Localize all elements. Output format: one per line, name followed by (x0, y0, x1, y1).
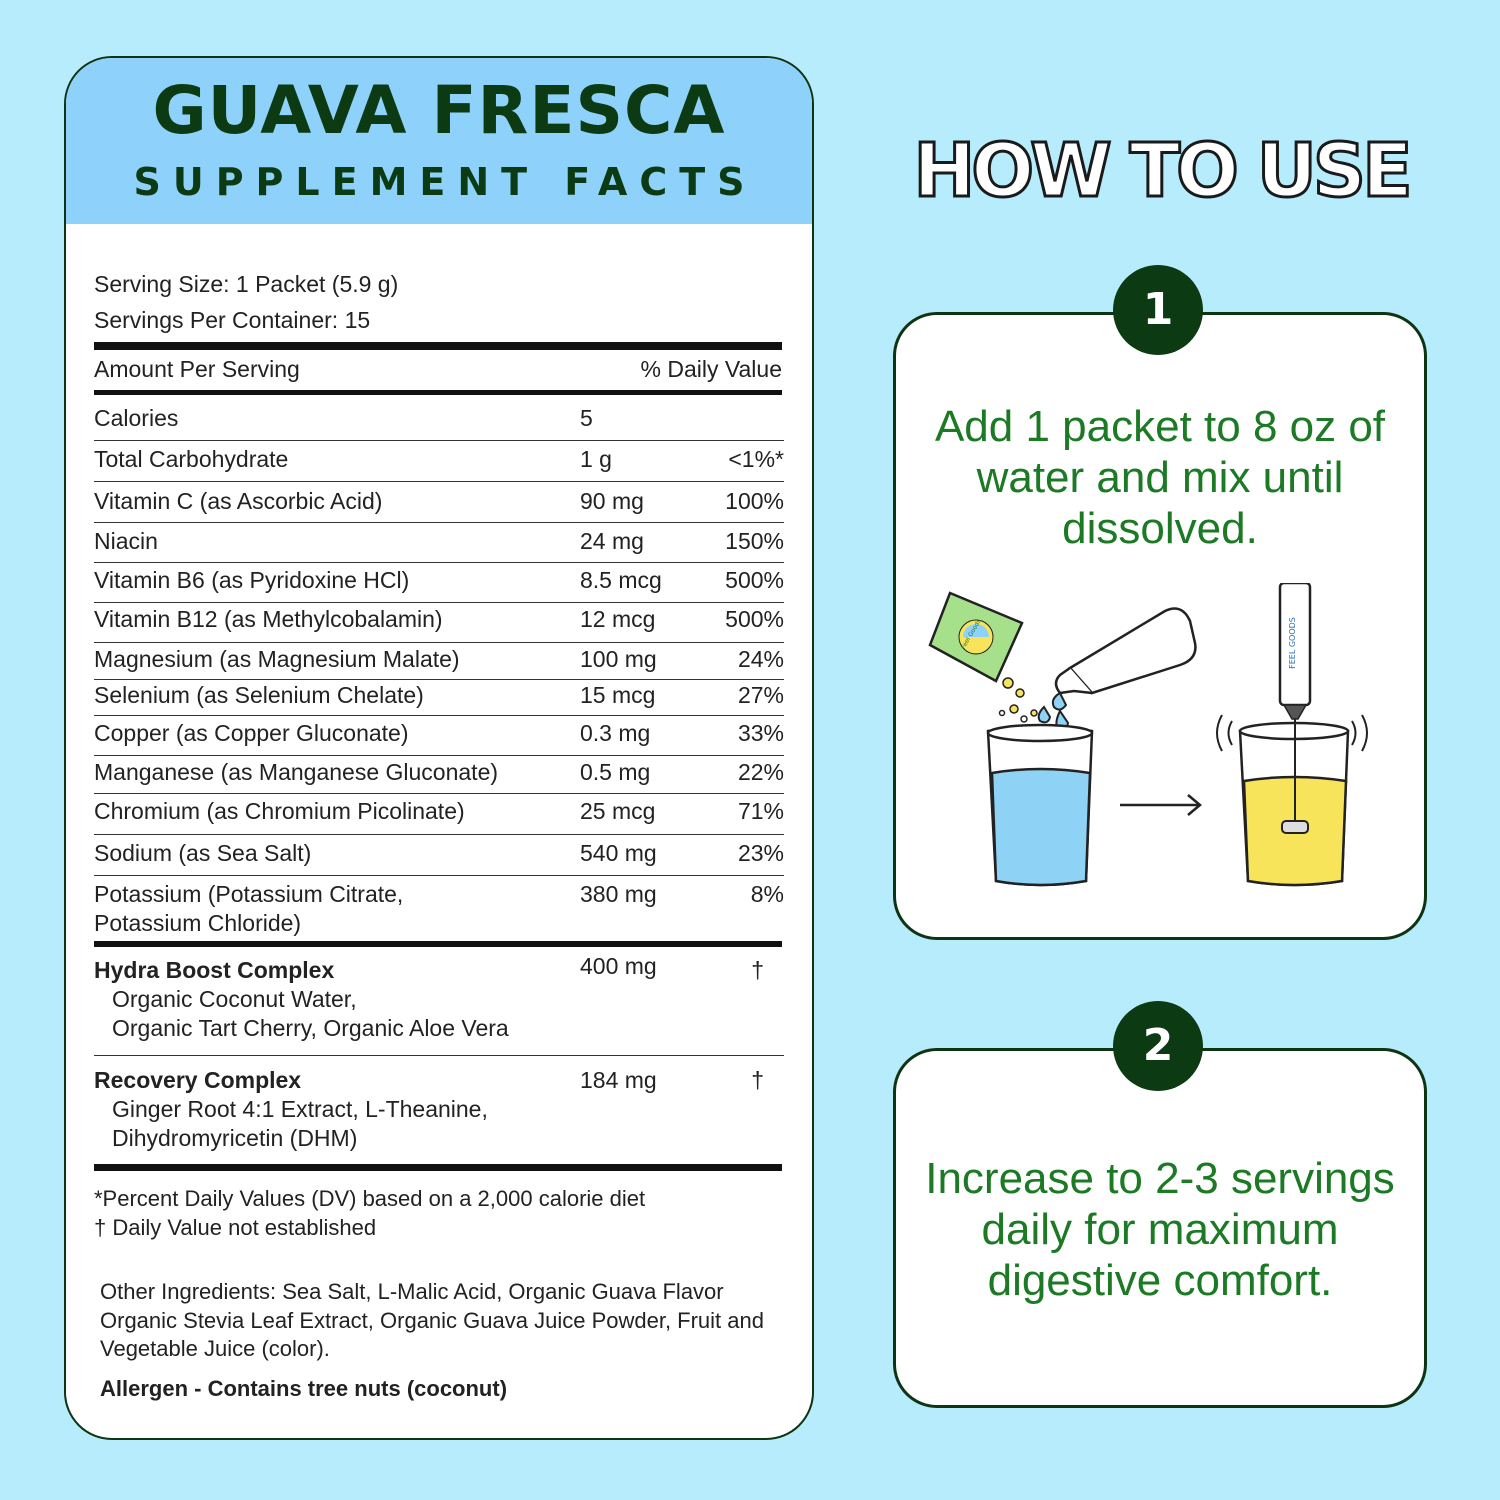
nutrient-row (94, 880, 784, 940)
nutrient-amount: 540 mg (580, 840, 657, 866)
complex-ingredient-line: Organic Coconut Water, (112, 986, 357, 1012)
nutrient-amount: 15 mcg (580, 682, 656, 708)
step-card-2 (893, 1020, 1427, 1408)
nutrient-row (94, 720, 784, 756)
amount-header (94, 356, 784, 383)
nutrient-row (94, 646, 784, 680)
complex-amount: 184 mg (580, 1067, 657, 1093)
amount-per-serving-label: Amount Per Serving (94, 356, 300, 382)
nutrient-dv: 33% (737, 720, 784, 746)
nutrient-dv: 8% (750, 881, 784, 907)
complex-name: Hydra Boost Complex (94, 957, 335, 983)
complex-ingredient-line: Organic Tart Cherry, Organic Aloe Vera (112, 1015, 509, 1041)
nutrient-row (94, 567, 784, 603)
product-name: GUAVA FRESCA (152, 72, 726, 149)
complex-row (94, 1066, 784, 1162)
footnotes (94, 1184, 645, 1242)
serving-size: Serving Size: 1 Packet (5.9 g) (94, 271, 399, 297)
water-bottle-icon (1039, 609, 1196, 731)
step-card-1 (893, 284, 1427, 940)
nutrient-dv: 71% (737, 798, 784, 824)
step-text: Add 1 packet to 8 oz of water and mix until dissolved. (934, 402, 1386, 553)
nutrient-name-line2: Potassium Chloride) (94, 910, 302, 936)
nutrient-name: Selenium (as Selenium Chelate) (94, 682, 424, 708)
complex-dv: † (751, 957, 764, 983)
nutrient-row (94, 759, 784, 794)
complex-ingredient-line: Dihydromyricetin (DHM) (112, 1125, 358, 1151)
nutrient-dv: 100% (725, 488, 784, 514)
nutrient-row (94, 528, 784, 563)
complex-dv: † (751, 1067, 764, 1093)
medium-rule (94, 390, 782, 395)
supplement-facts-panel (64, 56, 814, 1440)
nutrient-name (94, 880, 403, 938)
nutrient-name-line1: Potassium (Potassium Citrate, (94, 881, 404, 907)
nutrient-amount: 1 g (580, 446, 612, 472)
other-ingredients: Other Ingredients: Sea Salt, L-Malic Acid, Organic Guava Flavor Organic Stevia Leaf Extract, Organic Guava Juice Powder, Fruit and Vegetable Juice (color). (100, 1279, 764, 1361)
nutrient-name: Niacin (94, 528, 158, 554)
complex-row (94, 953, 784, 1056)
nutrient-dv: 24% (737, 646, 784, 672)
facts-subtitle: SUPPLEMENT FACTS (133, 160, 757, 204)
nutrient-row (94, 488, 784, 523)
water-glass-icon (988, 725, 1092, 885)
nutrient-dv: 23% (737, 840, 784, 866)
nutrient-name: Vitamin C (as Ascorbic Acid) (94, 488, 383, 514)
footnote-percent-dv: *Percent Daily Values (DV) based on a 2,000 calorie diet (94, 1186, 646, 1211)
nutrient-dv: <1%* (728, 446, 784, 472)
nutrient-name: Vitamin B12 (as Methylcobalamin) (94, 606, 443, 632)
nutrient-amount: 25 mcg (580, 798, 656, 824)
arrow-right-icon (1120, 795, 1200, 815)
step-text: Increase to 2-3 servings daily for maximum digestive comfort. (925, 1154, 1395, 1305)
nutrient-amount: 8.5 mcg (580, 567, 662, 593)
complex-block (94, 1066, 488, 1153)
complex-ingredient-line: Ginger Root 4:1 Extract, L-Theanine, (112, 1096, 488, 1122)
allergen-statement: Allergen - Contains tree nuts (coconut) (100, 1376, 508, 1401)
nutrient-row (94, 606, 784, 643)
nutrient-name: Sodium (as Sea Salt) (94, 840, 312, 866)
step-number-badge: 2 (1113, 1001, 1203, 1091)
step-number-badge: 1 (1113, 265, 1203, 355)
complex-amount: 400 mg (580, 953, 657, 979)
nutrient-amount: 380 mg (580, 881, 657, 907)
thick-rule (94, 342, 782, 350)
servings-per-container: Servings Per Container: 15 (94, 307, 371, 333)
nutrient-dv: 22% (737, 759, 784, 785)
complex-name: Recovery Complex (94, 1067, 302, 1093)
thick-rule (94, 1164, 782, 1171)
nutrient-dv: 150% (725, 528, 784, 554)
nutrient-row (94, 405, 784, 441)
nutrient-dv: 27% (737, 682, 784, 708)
nutrient-name: Copper (as Copper Gluconate) (94, 720, 409, 746)
nutrient-row (94, 682, 784, 716)
nutrient-dv: 500% (725, 606, 784, 632)
nutrient-amount: 24 mg (580, 528, 644, 554)
nutrient-amount: 100 mg (580, 646, 657, 672)
nutrient-name: Vitamin B6 (as Pyridoxine HCl) (94, 567, 410, 593)
nutrient-name: Chromium (as Chromium Picolinate) (94, 798, 465, 824)
frother-glass-icon (1217, 583, 1367, 885)
nutrient-dv: 500% (725, 567, 784, 593)
nutrient-name: Manganese (as Manganese Gluconate) (94, 759, 499, 785)
nutrient-name: Magnesium (as Magnesium Malate) (94, 646, 460, 672)
nutrient-amount: 0.3 mg (580, 720, 651, 746)
nutrient-name: Total Carbohydrate (94, 446, 289, 472)
packet-icon (930, 593, 1022, 681)
medium-rule (94, 941, 782, 947)
nutrient-amount: 90 mg (580, 488, 644, 514)
how-to-use-title: HOW TO USE (913, 128, 1409, 214)
nutrient-amount: 12 mcg (580, 606, 656, 632)
serving-info (94, 266, 398, 338)
daily-value-header: % Daily Value (640, 356, 782, 382)
nutrient-amount: 0.5 mg (580, 759, 651, 785)
frother-brand-label: FEEL GOODS (1288, 617, 1297, 669)
nutrient-name: Calories (94, 405, 179, 431)
facts-header (66, 58, 812, 224)
nutrient-row (94, 840, 784, 876)
nutrient-row (94, 446, 784, 482)
complex-block (94, 956, 509, 1043)
mixing-illustration (910, 583, 1410, 913)
footnote-dagger: † Daily Value not established (94, 1215, 377, 1240)
nutrient-amount: 5 (580, 405, 593, 431)
nutrient-row (94, 798, 784, 835)
packet-brand-label: Feel Goods (959, 618, 983, 651)
